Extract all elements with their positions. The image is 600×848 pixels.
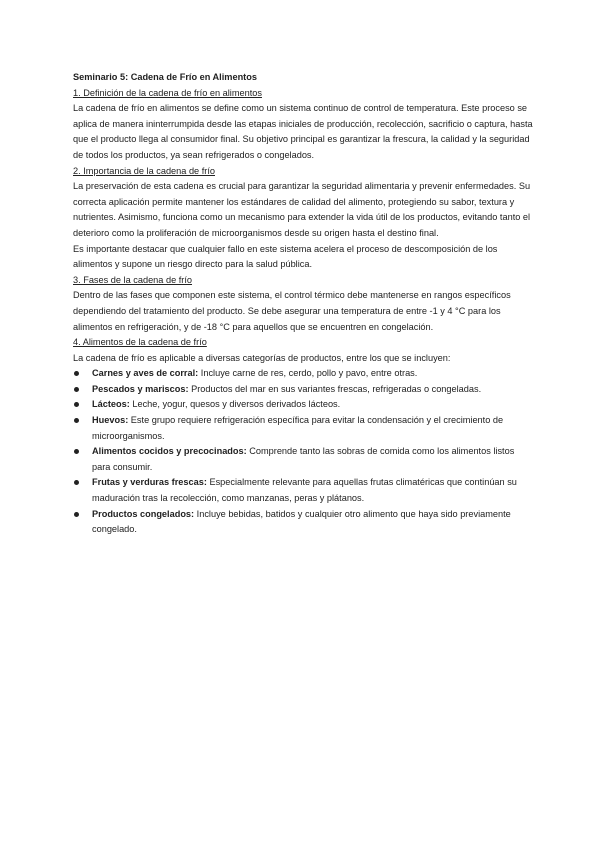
list-item [73, 413, 533, 444]
section-paragraph: La cadena de frío en alimentos se define como un sistema continuo de control de temperatura. Este proceso se aplica de manera ininterrumpida desde las etapas iniciales de producción, recolección, sacrificio o captura, hasta que el producto llega al consumidor final. Su objetivo principal es garantizar la frescura, la calidad y la seguridad de todos los productos, ya sean refrigerados o congelados. [73, 103, 533, 160]
bullet-icon [74, 402, 79, 407]
item-text: Leche, yogur, quesos y diversos derivados lácteos. [129, 399, 341, 410]
document-title: Seminario 5: Cadena de Frío en Alimentos [73, 72, 257, 82]
item-text: Productos del mar en sus variantes frescas, refrigeradas o congeladas. [188, 383, 482, 394]
section-paragraph: La cadena de frío es aplicable a diversas categorías de productos, entre los que se incluyen: [73, 352, 451, 363]
bullet-icon [74, 371, 79, 376]
item-label: Huevos: [92, 415, 129, 426]
item-label: Productos congelados: [92, 508, 195, 519]
food-list [73, 366, 533, 538]
item-text: Incluye carne de res, cerdo, pollo y pavo, entre otras. [198, 368, 418, 379]
section-paragraph: La preservación de esta cadena es crucial para garantizar la seguridad alimentaria y prevenir enfermedades. Su correcta aplicación permite mantener los estándares de calidad del alimento, protegiendo su sabor, textura y nutrientes. Asimismo, funciona como un mecanismo para extender la vida útil de los productos, evitando tanto el deterioro como la proliferación de microorganismos desde su origen hasta el destino final. [73, 181, 531, 238]
list-item [73, 475, 533, 506]
document-body [73, 70, 533, 538]
section-heading-definition: 1. Definición de la cadena de frío en alimentos [73, 87, 262, 98]
item-label: Pescados y mariscos: [92, 383, 189, 394]
section-heading-phases: 3. Fases de la cadena de frío [73, 274, 193, 285]
bullet-icon [74, 480, 79, 485]
item-label: Alimentos cocidos y precocinados: [92, 446, 247, 457]
section-heading-importance: 2. Importancia de la cadena de frío [73, 165, 215, 176]
list-item [73, 382, 533, 398]
item-text: Este grupo requiere refrigeración específica para evitar la condensación y el crecimiento de microorganismos. [92, 415, 504, 441]
item-label: Lácteos: [92, 399, 130, 410]
bullet-icon [74, 387, 79, 392]
section-paragraph: Es importante destacar que cualquier fallo en este sistema acelera el proceso de descomposición de los alimentos y supone un riesgo directo para la salud pública. [73, 243, 498, 270]
section-heading-foods: 4. Alimentos de la cadena de frío [73, 337, 207, 348]
list-item [73, 507, 533, 538]
item-text: Incluye bebidas, batidos y cualquier otro alimento que haya sido previamente congelado. [92, 508, 511, 535]
item-text: Especialmente relevante para aquellas frutas climatéricas que continúan su maduración tras la recolección, como manzanas, peras y plátanos. [92, 477, 517, 504]
list-item [73, 366, 533, 382]
item-label: Frutas y verduras frescas: [92, 477, 207, 488]
item-label: Carnes y aves de corral: [92, 368, 199, 379]
item-text: Comprende tanto las sobras de comida como los alimentos listos para consumir. [92, 446, 515, 472]
section-paragraph: Dentro de las fases que componen este sistema, el control térmico debe mantenerse en rangos específicos dependiendo del tratamiento del producto. Se debe asegurar una temperatura de entre -1 y 4 °C para los alimentos en refrigeración, y de -18 °C para aquellos que se encuentren en congelación. [73, 290, 511, 332]
list-item [73, 444, 533, 475]
list-item [73, 397, 533, 413]
bullet-icon [74, 418, 79, 423]
bullet-icon [74, 449, 79, 454]
bullet-icon [74, 512, 79, 517]
